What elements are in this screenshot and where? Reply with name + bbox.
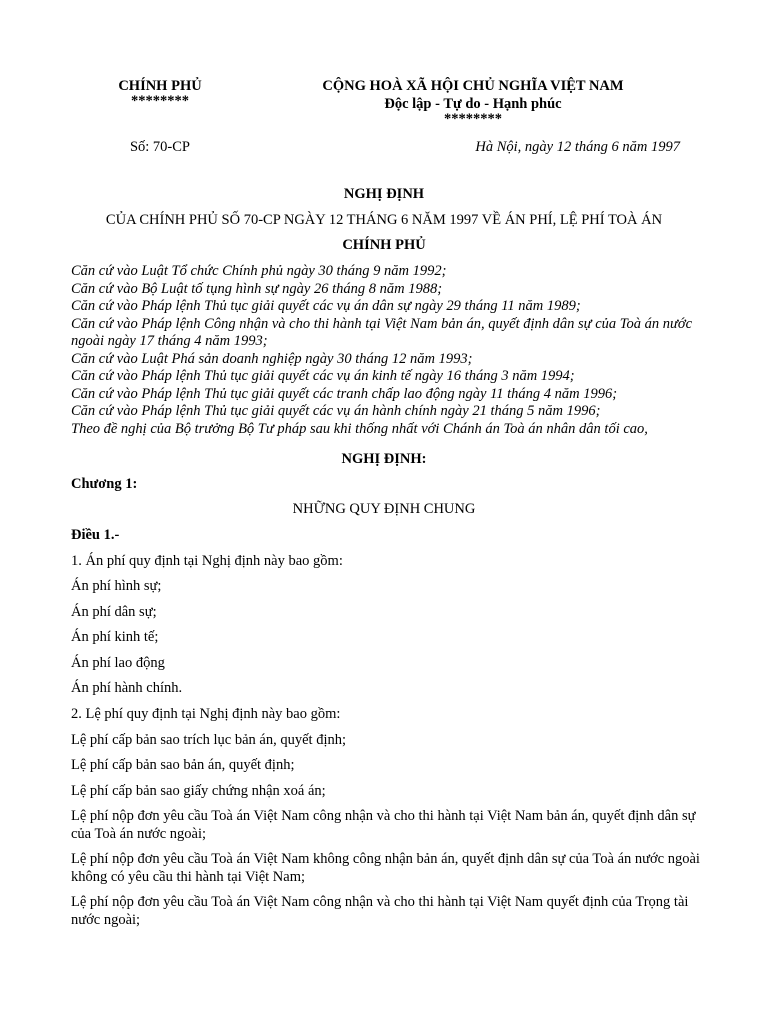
document-subject: CỦA CHÍNH PHỦ SỐ 70-CP NGÀY 12 THÁNG 6 NĂM 1997 VỀ ÁN PHÍ, LỆ PHÍ TOÀ ÁN bbox=[105, 212, 663, 228]
legal-basis-item: Theo đề nghị của Bộ trưởng Bộ Tư pháp sau khi thống nhất với Chánh án Toà án nhân dân tối cao, bbox=[71, 420, 648, 437]
decree-heading: NGHỊ ĐỊNH: bbox=[341, 451, 427, 467]
legal-basis-item: Căn cứ vào Pháp lệnh Thủ tục giải quyết các vụ án kinh tế ngày 16 tháng 3 năm 1994; bbox=[71, 368, 575, 384]
article-paragraph: Lệ phí cấp bản sao trích lục bản án, quyết định; bbox=[71, 732, 347, 748]
article-paragraph: Án phí hành chính. bbox=[71, 680, 183, 696]
document-number: Số: 70-CP bbox=[129, 139, 191, 155]
article-paragraph: Lệ phí cấp bản sao bản án, quyết định; bbox=[71, 757, 295, 773]
legal-basis-item: Căn cứ vào Bộ Luật tố tụng hình sự ngày 26 tháng 8 năm 1988; bbox=[71, 280, 443, 297]
article-paragraph: Án phí hình sự; bbox=[71, 578, 162, 594]
national-title: CỘNG HOÀ XÃ HỘI CHỦ NGHĨA VIỆT NAM bbox=[322, 78, 624, 94]
issuing-body: CHÍNH PHỦ bbox=[342, 237, 426, 253]
issuer-org: CHÍNH PHỦ bbox=[118, 78, 202, 94]
article-paragraph: Lệ phí nộp đơn yêu cầu Toà án Việt Nam công nhận và cho thi hành tại Việt Nam quyết định của Trọng tài nước ngoài; bbox=[71, 894, 689, 928]
article-label: Điều 1.- bbox=[71, 527, 120, 543]
legal-basis-item: Căn cứ vào Pháp lệnh Thủ tục giải quyết các vụ án hành chính ngày 21 tháng 5 năm 1996; bbox=[71, 403, 601, 419]
article-paragraph: 2. Lệ phí quy định tại Nghị định này bao gồm: bbox=[71, 706, 341, 722]
chapter-title: NHỮNG QUY ĐỊNH CHUNG bbox=[292, 501, 476, 517]
legal-basis-item: Căn cứ vào Pháp lệnh Thủ tục giải quyết các vụ án dân sự ngày 29 tháng 11 năm 1989; bbox=[71, 298, 581, 314]
article-paragraph: Lệ phí cấp bản sao giấy chứng nhận xoá án; bbox=[71, 783, 326, 799]
legal-basis-item: Căn cứ vào Luật Phá sản doanh nghiệp ngày 30 tháng 12 năm 1993; bbox=[71, 350, 473, 367]
article-paragraph: Lệ phí nộp đơn yêu cầu Toà án Việt Nam không công nhận bản án, quyết định dân sự của Toà án nước ngoài không có yêu cầu thi hành tại Việt Nam; bbox=[71, 851, 700, 885]
chapter-label: Chương 1: bbox=[71, 476, 138, 492]
national-motto: Độc lập - Tự do - Hạnh phúc bbox=[384, 96, 562, 112]
issuer-stars: ******** bbox=[131, 93, 189, 109]
article-paragraph: Lệ phí nộp đơn yêu cầu Toà án Việt Nam công nhận và cho thi hành tại Việt Nam bản án, quyết định dân sự của Toà án nước ngoài; bbox=[71, 808, 696, 842]
legal-basis-item: Căn cứ vào Luật Tổ chức Chính phủ ngày 30 tháng 9 năm 1992; bbox=[71, 263, 447, 279]
legal-bases bbox=[71, 263, 701, 438]
article-paragraph: Án phí dân sự; bbox=[71, 604, 157, 620]
national-stars: ******** bbox=[444, 111, 502, 127]
place-date: Hà Nội, ngày 12 tháng 6 năm 1997 bbox=[475, 139, 680, 155]
article-paragraph: Án phí lao động bbox=[71, 655, 165, 671]
legal-basis-item: Căn cứ vào Pháp lệnh Công nhận và cho thi hành tại Việt Nam bản án, quyết định dân sự của Toà án nước ngoài ngày 17 tháng 4 năm 1993; bbox=[71, 315, 693, 349]
legal-basis-item: Căn cứ vào Pháp lệnh Thủ tục giải quyết các tranh chấp lao động ngày 11 tháng 4 năm 1996; bbox=[71, 385, 618, 402]
document-type: NGHỊ ĐỊNH bbox=[343, 186, 425, 202]
article-paragraph: Án phí kinh tế; bbox=[71, 629, 159, 645]
article-paragraph: 1. Án phí quy định tại Nghị định này bao gồm: bbox=[71, 553, 343, 569]
